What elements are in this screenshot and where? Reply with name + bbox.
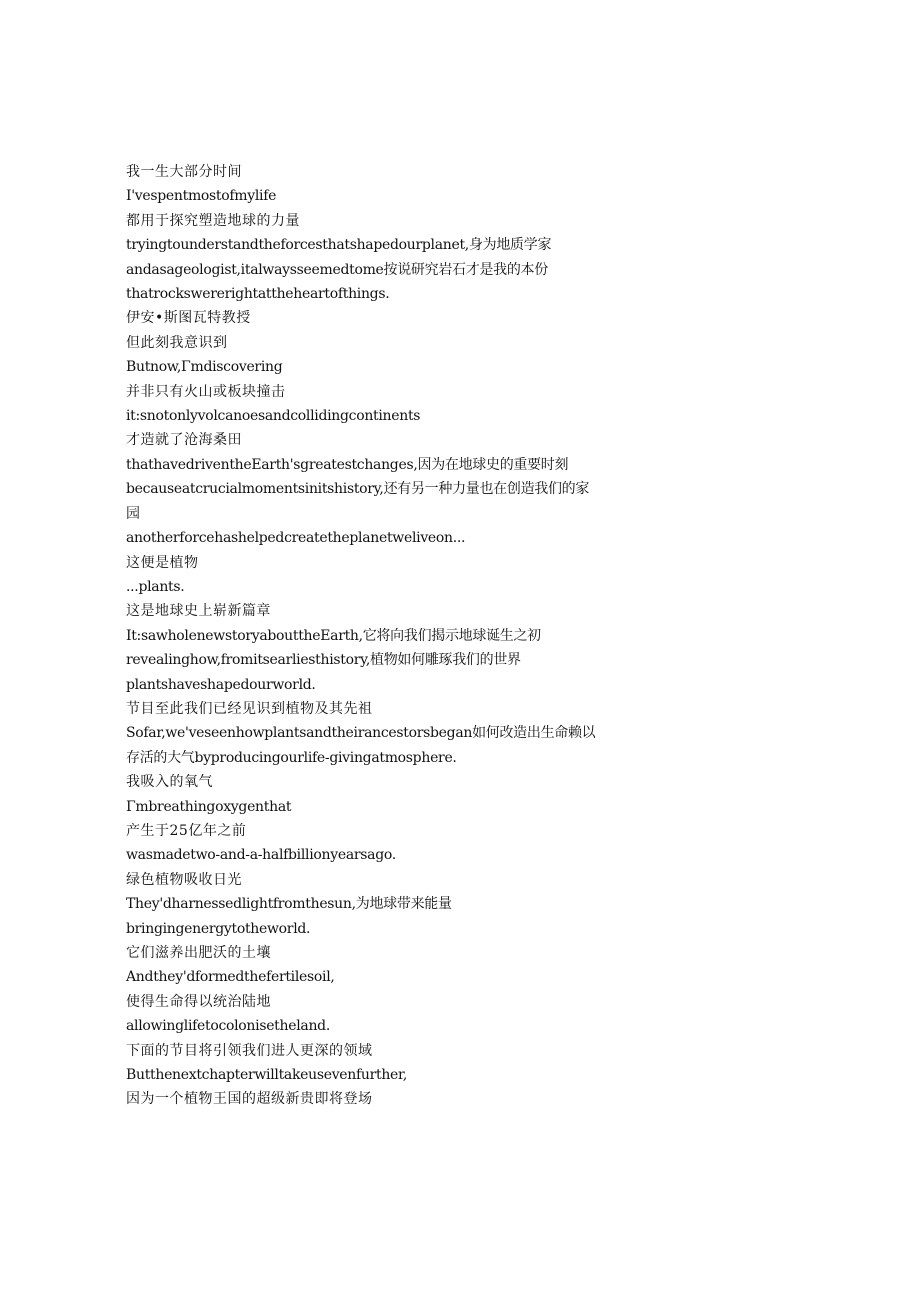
text-line: thatrockswererightattheheartofthings. <box>126 286 390 303</box>
text-line: 才造就了沧海桑田 <box>126 432 242 449</box>
text-line: 这是地球史上崭新篇章 <box>126 603 271 620</box>
text-line: 存活的大气byproducingourlife-givingatmosphere. <box>126 749 457 766</box>
text-line: Butnow,Γmdiscovering <box>126 359 283 376</box>
text-line: 我一生大部分时间 <box>126 164 242 180</box>
text-line: 都用于探究塑造地球的力量 <box>126 212 300 229</box>
transcript-text <box>126 160 626 1112</box>
text-line: 但此刻我意识到 <box>126 334 228 351</box>
text-line: revealinghow,fromitsearliesthistory,植物如何雕琢我们的世界 <box>126 652 521 669</box>
text-line: becauseatcrucialmomentsinitshistory,还有另一种力量也在创造我们的家 <box>126 481 590 498</box>
text-line: andasageologist,italwaysseemedtome按说研究岩石才是我的本份 <box>126 261 548 278</box>
text-line: I'vespentmostofmylife <box>126 188 277 205</box>
text-line: 伊安•斯图瓦特教授 <box>126 310 251 327</box>
text-line: Butthenextchapterwilltakeusevenfurther, <box>126 1067 408 1084</box>
text-line: 园 <box>126 505 141 522</box>
text-line: They'dharnessedlightfromthesun,为地球带来能量 <box>126 896 452 913</box>
text-line: thathavedriventheEarth'sgreatestchanges,因为在地球史的重要时刻 <box>126 456 569 473</box>
text-line: it:snotonlyvolcanoesandcollidingcontinents <box>126 408 421 425</box>
text-line: 绿色植物吸收日光 <box>126 871 242 888</box>
text-line: anotherforcehashelpedcreatetheplanetweliveon... <box>126 530 466 547</box>
text-line: wasmadetwo-and-a-halfbillionyearsago. <box>126 847 396 864</box>
text-line: 下面的节目将引领我们进人更深的领域 <box>126 1042 373 1059</box>
text-line: 这便是植物 <box>126 554 199 571</box>
text-line: 节目至此我们已经见识到植物及其先祖 <box>126 700 373 717</box>
text-line: 它们滋养出肥沃的土壤 <box>126 945 271 961</box>
text-line: allowinglifetocolonisetheland. <box>126 1018 330 1035</box>
text-line: ...plants. <box>126 578 185 595</box>
text-line: It:sawholenewstoryabouttheEarth,它将向我们揭示地球诞生之初 <box>126 627 541 644</box>
text-line: 使得生命得以统治陆地 <box>126 993 271 1010</box>
text-line: Andthey'dformedthefertilesoil, <box>126 969 335 986</box>
text-line: tryingtounderstandtheforcesthatshapedourplanet,身为地质学家 <box>126 237 552 254</box>
text-line: plantshaveshapedourworld. <box>126 676 316 693</box>
text-line: Γmbreathingoxygenthat <box>126 798 292 815</box>
text-line: 并非只有火山或板块撞击 <box>126 383 286 400</box>
text-line: 我吸入的氧气 <box>126 774 213 791</box>
text-line: Sofar,we'veseenhowplantsandtheirancestorsbegan如何改造出生命赖以 <box>126 725 596 742</box>
text-line: bringingenergytotheworld. <box>126 920 311 937</box>
text-line: 因为一个植物王国的超级新贵即将登场 <box>126 1091 373 1108</box>
text-line: 产生于25亿年之前 <box>126 822 247 839</box>
